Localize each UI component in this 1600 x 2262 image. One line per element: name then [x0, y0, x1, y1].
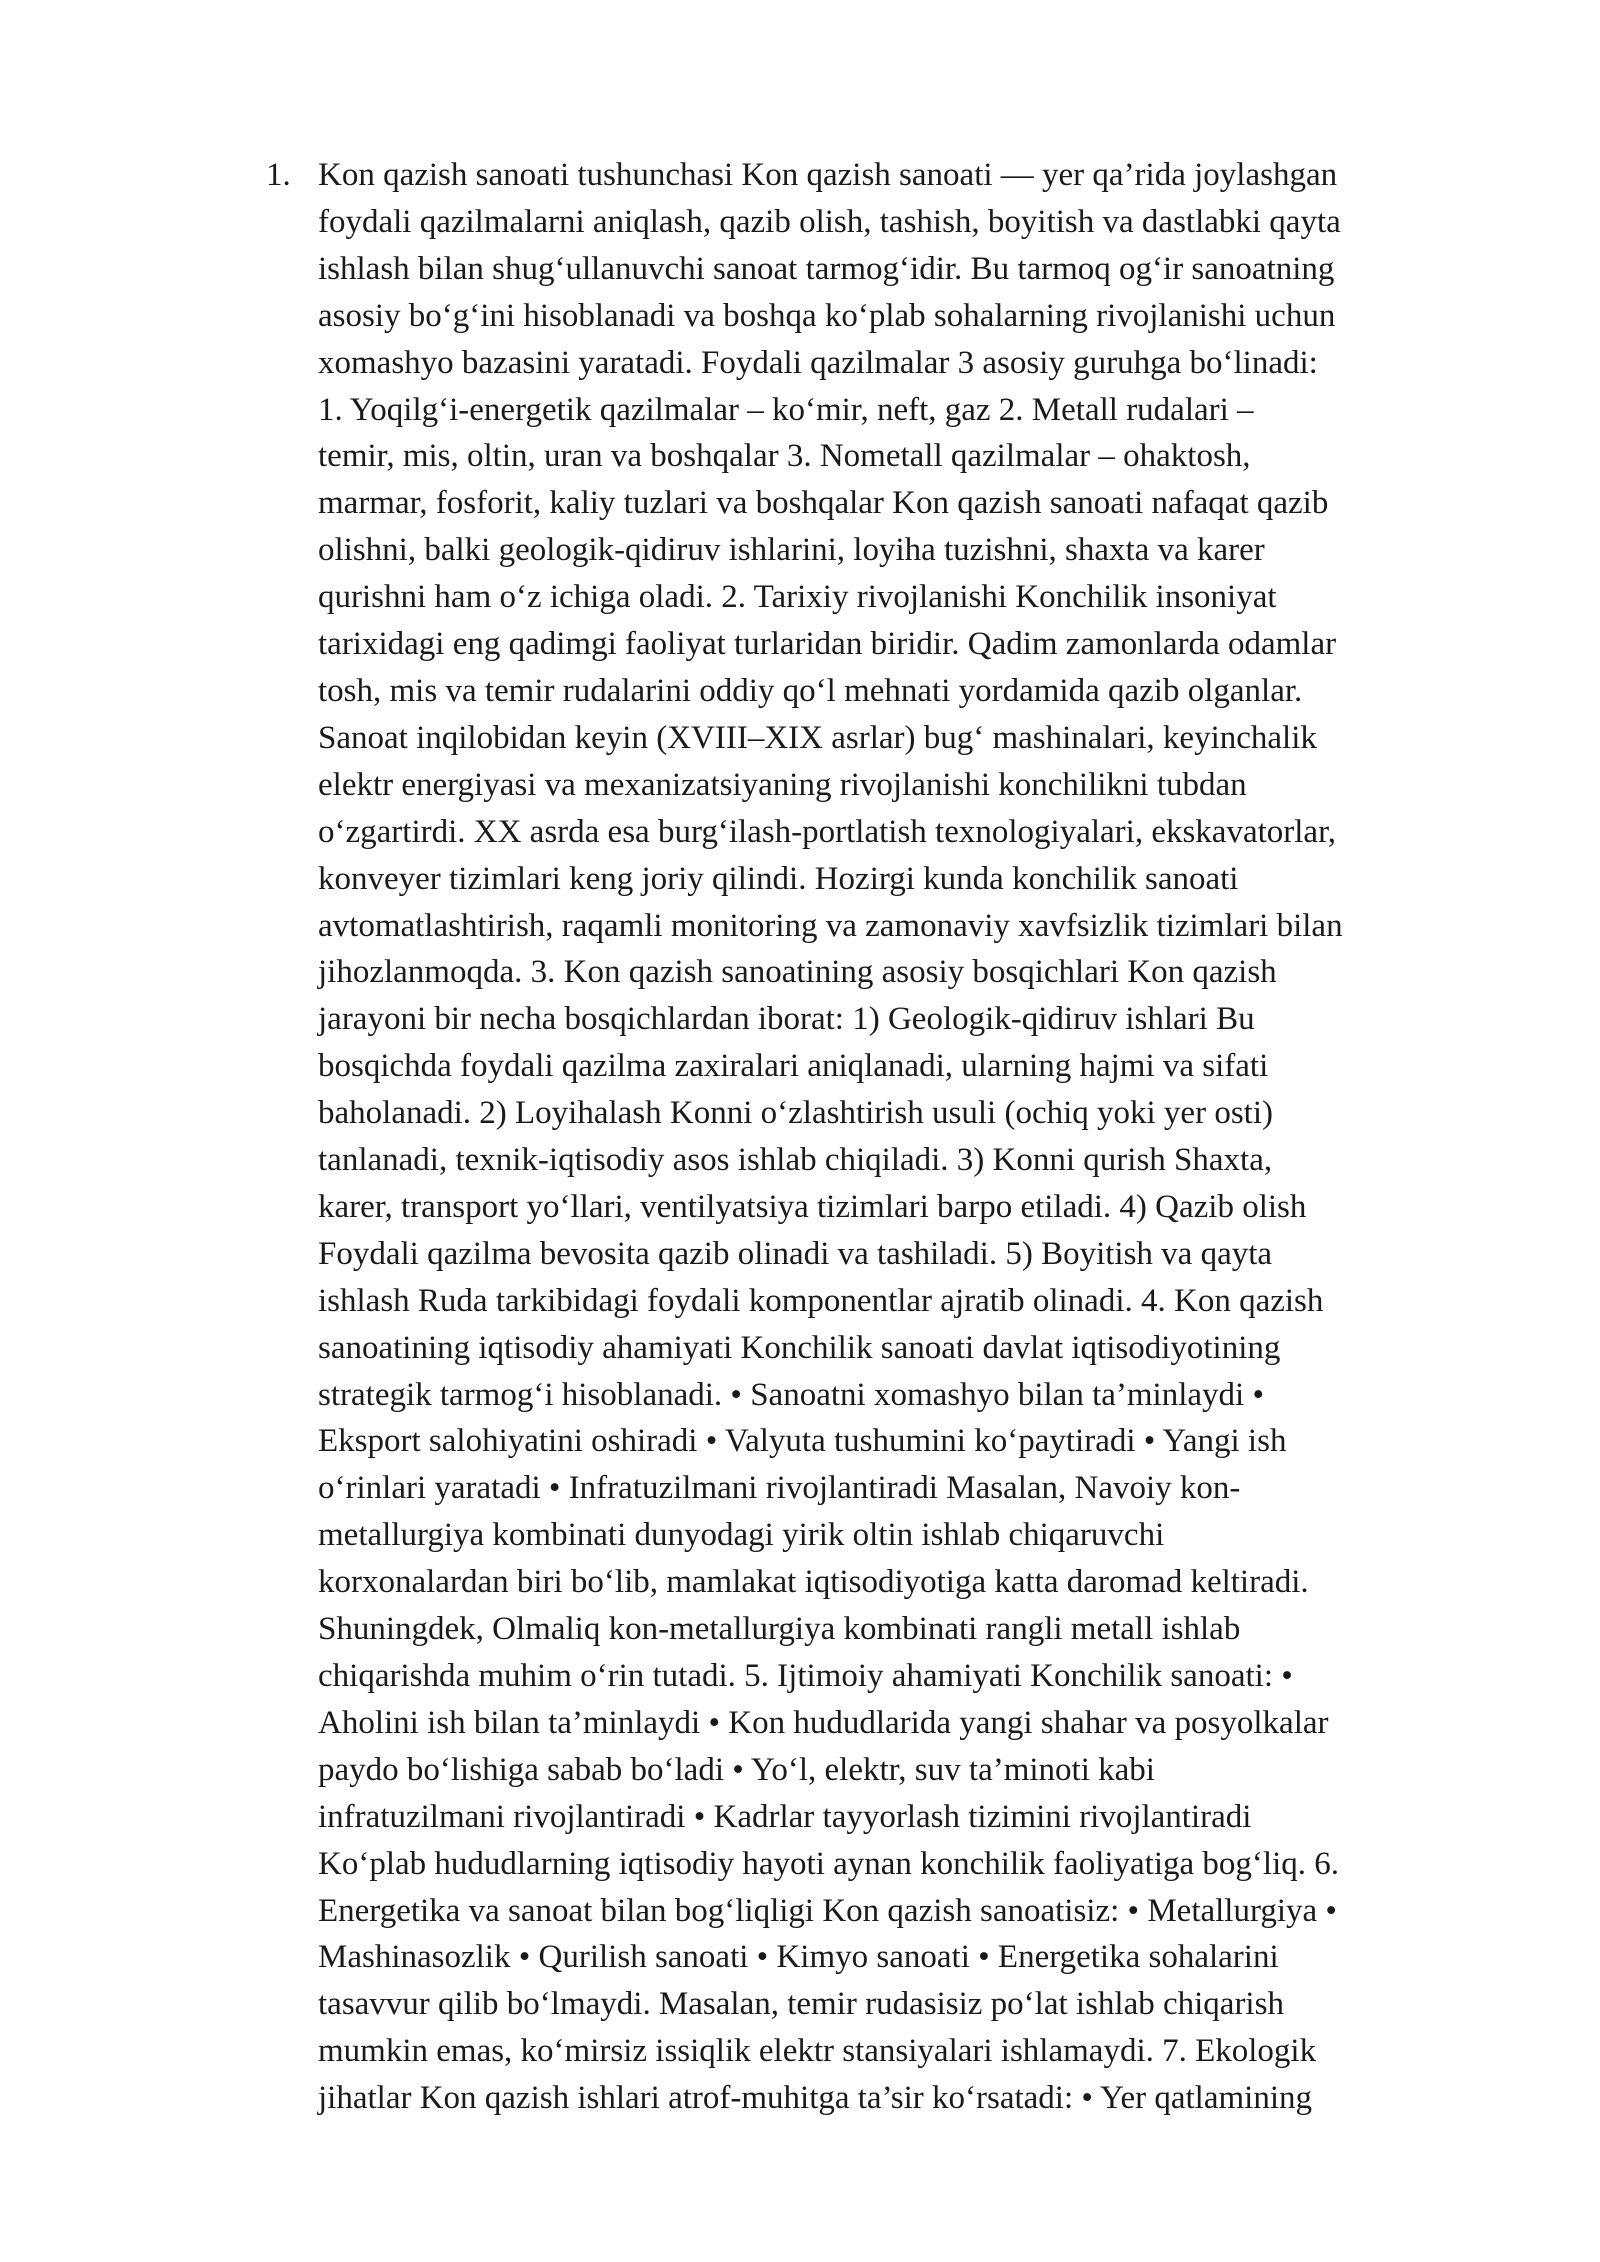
text-line: Shuningdek, Olmaliq kon-metallurgiya kombinati rangli metall ishlab	[318, 1611, 1241, 1648]
text-line: olishni, balki geologik-qidiruv ishlarini, loyiha tuzishni, shaxta va karer	[318, 532, 1265, 569]
text-line: metallurgiya kombinati dunyodagi yirik oltin ishlab chiqaruvchi	[318, 1517, 1165, 1554]
text-line: xomashyo bazasini yaratadi. Foydali qazilmalar 3 asosiy guruhga bo‘linadi:	[318, 344, 1318, 381]
text-line: jihozlanmoqda. 3. Kon qazish sanoatining asosiy bosqichlari Kon qazish	[318, 954, 1277, 991]
text-line: foydali qazilmalarni aniqlash, qazib olish, tashish, boyitish va dastlabki qayta	[318, 203, 1341, 240]
text-line: o‘rinlari yaratadi • Infratuzilmani rivojlantiradi Masalan, Navoiy kon-	[318, 1470, 1241, 1507]
text-line: Energetika va sanoat bilan bog‘liqligi Kon qazish sanoatisiz: • Metallurgiya •	[318, 1892, 1337, 1929]
numbered-list	[266, 152, 1496, 2122]
text-line: sanoatining iqtisodiy ahamiyati Konchilik sanoati davlat iqtisodiyotining	[318, 1329, 1281, 1366]
text-line: tasavvur qilib bo‘lmaydi. Masalan, temir rudasisiz po‘lat ishlab chiqarish	[318, 1986, 1284, 2023]
text-line: baholanadi. 2) Loyihalash Konni o‘zlashtirish usuli (ochiq yoki yer osti)	[318, 1095, 1273, 1132]
text-line: avtomatlashtirish, raqamli monitoring va zamonaviy xavfsizlik tizimlari bilan	[318, 907, 1343, 944]
text-line: mumkin emas, ko‘mirsiz issiqlik elektr stansiyalari ishlamaydi. 7. Ekologik	[318, 2033, 1317, 2070]
text-line: Eksport salohiyatini oshiradi • Valyuta tushumini ko‘paytiradi • Yangi ish	[318, 1423, 1287, 1460]
text-line: chiqarishda muhim o‘rin tutadi. 5. Ijtimoiy ahamiyati Konchilik sanoati: •	[318, 1658, 1293, 1694]
text-line: marmar, fosforit, kaliy tuzlari va boshqalar Kon qazish sanoati nafaqat qazib	[318, 485, 1329, 522]
text-line: strategik tarmog‘i hisoblanadi. • Sanoatni xomashyo bilan ta’minlaydi •	[318, 1376, 1265, 1413]
text-line: karer, transport yo‘llari, ventilyatsiya tizimlari barpo etiladi. 4) Qazib olish	[318, 1188, 1307, 1225]
text-line: Sanoat inqilobidan keyin (XVIII–XIX asrlar) bug‘ mashinalari, keyinchalik	[318, 719, 1317, 756]
text-line: Ko‘plab hududlarning iqtisodiy hayoti aynan konchilik faoliyatiga bog‘liq. 6.	[318, 1845, 1339, 1882]
text-line: tosh, mis va temir rudalarini oddiy qo‘l mehnati yordamida qazib olganlar.	[318, 672, 1303, 709]
text-line: infratuzilmani rivojlantiradi • Kadrlar tayyorlash tizimini rivojlantiradi	[318, 1798, 1252, 1835]
text-line: ishlash bilan shug‘ullanuvchi sanoat tarmog‘idir. Bu tarmoq og‘ir sanoatning	[318, 250, 1335, 287]
text-line: ishlash Ruda tarkibidagi foydali komponentlar ajratib olinadi. 4. Kon qazish	[318, 1282, 1324, 1319]
text-line: Foydali qazilma bevosita qazib olinadi va tashiladi. 5) Boyitish va qayta	[318, 1235, 1273, 1272]
text-line: korxonalardan biri bo‘lib, mamlakat iqtisodiyotiga katta daromad keltiradi.	[318, 1564, 1309, 1601]
text-line: jihatlar Kon qazish ishlari atrof-muhitga ta’sir ko‘rsatadi: • Yer qatlamining	[318, 2080, 1312, 2117]
text-line: elektr energiyasi va mexanizatsiyaning rivojlanishi konchilikni tubdan	[318, 766, 1247, 803]
text-line: Aholini ish bilan ta’minlaydi • Kon hududlarida yangi shahar va posyolkalar	[318, 1704, 1329, 1741]
list-item	[266, 152, 1496, 2122]
text-line: konveyer tizimlari keng joriy qilindi. Hozirgi kunda konchilik sanoati	[318, 860, 1239, 897]
text-line: paydo bo‘lishiga sabab bo‘ladi • Yo‘l, elektr, suv ta’minoti kabi	[318, 1751, 1155, 1788]
text-line: tarixidagi eng qadimgi faoliyat turlaridan biridir. Qadim zamonlarda odamlar	[318, 626, 1337, 663]
text-line: asosiy bo‘g‘ini hisoblanadi va boshqa ko‘plab sohalarning rivojlanishi uchun	[318, 297, 1336, 334]
text-line: bosqichda foydali qazilma zaxiralari aniqlanadi, ularning hajmi va sifati	[318, 1048, 1269, 1085]
text-line: qurishni ham o‘z ichiga oladi. 2. Tarixiy rivojlanishi Konchilik insoniyat	[318, 579, 1277, 616]
paragraph	[318, 152, 1496, 2122]
text-line: Mashinasozlik • Qurilish sanoati • Kimyo sanoati • Energetika sohalarini	[318, 1939, 1279, 1976]
text-line: o‘zgartirdi. XX asrda esa burg‘ilash-portlatish texnologiyalari, ekskavatorlar,	[318, 813, 1336, 850]
text-line: temir, mis, oltin, uran va boshqalar 3. Nometall qazilmalar – ohaktosh,	[318, 438, 1251, 475]
text-line: 1. Yoqilg‘i-energetik qazilmalar – ko‘mir, neft, gaz 2. Metall rudalari –	[318, 391, 1254, 428]
text-line: jarayoni bir necha bosqichlardan iborat: 1) Geologik-qidiruv ishlari Bu	[318, 1001, 1255, 1038]
text-line: tanlanadi, texnik-iqtisodiy asos ishlab chiqiladi. 3) Konni qurish Shaxta,	[318, 1142, 1273, 1179]
list-item-number: 1.	[266, 157, 291, 193]
text-line: Kon qazish sanoati tushunchasi Kon qazish sanoati — yer qa’rida joylashgan	[318, 157, 1338, 193]
